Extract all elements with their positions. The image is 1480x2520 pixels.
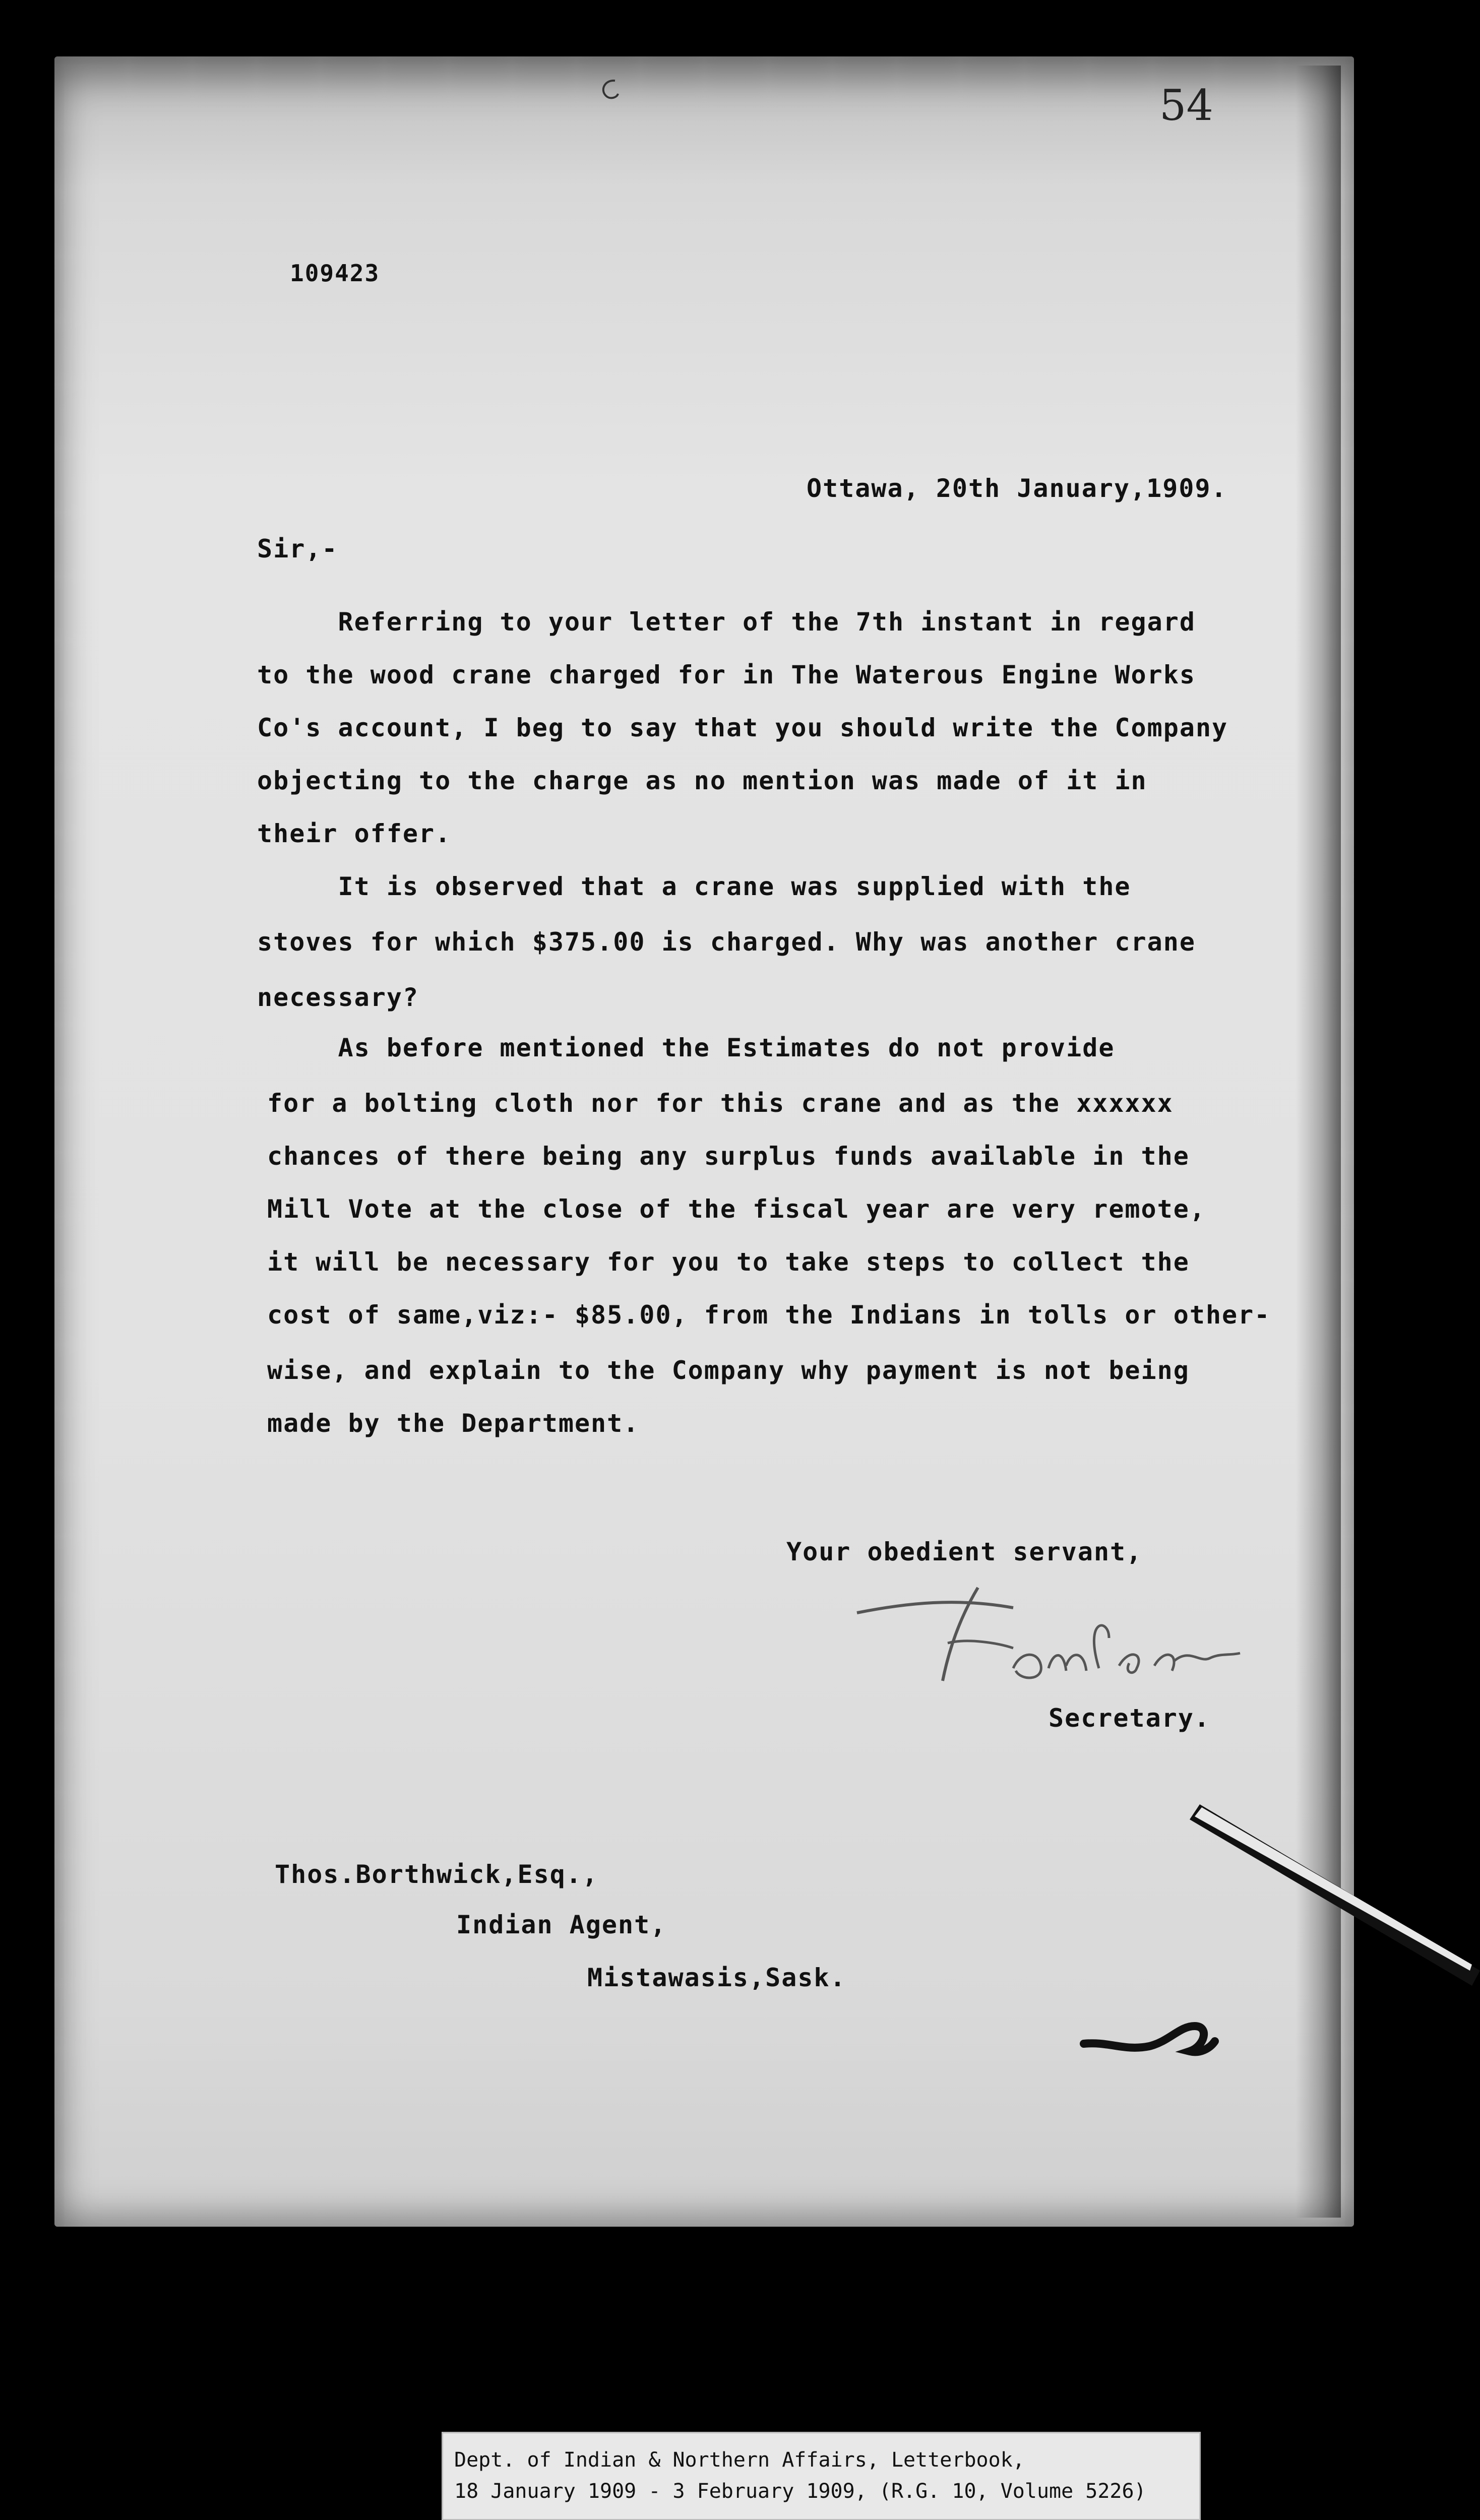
body-line: Mill Vote at the close of the fiscal year are very remote, xyxy=(267,1194,1206,1224)
body-line: it will be necessary for you to take steps to collect the xyxy=(267,1247,1190,1277)
file-number: 109423 xyxy=(290,260,380,287)
recipient-position: Indian Agent, xyxy=(456,1910,667,1939)
body-line: objecting to the charge as no mention was made of it in xyxy=(257,766,1147,795)
body-line: As before mentioned the Estimates do not provide xyxy=(257,1033,1115,1062)
body-line: wise, and explain to the Company why payment is not being xyxy=(267,1356,1190,1385)
archive-label-line-2: 18 January 1909 - 3 February 1909, (R.G. 10, Volume 5226) xyxy=(454,2480,1146,2503)
body-line: their offer. xyxy=(257,819,452,848)
body-line: chances of there being any surplus funds available in the xyxy=(267,1142,1190,1171)
archive-label-line-1: Dept. of Indian & Northern Affairs, Letterbook, xyxy=(454,2448,1025,2472)
pencil-mark xyxy=(595,76,625,106)
letter-date: Ottawa, 20th January,1909. xyxy=(807,474,1227,503)
body-line: Co's account, I beg to say that you should write the Company xyxy=(257,713,1228,742)
body-line: for a bolting cloth nor for this crane and as the xxxxxx xyxy=(267,1089,1174,1118)
recipient-name: Thos.Borthwick,Esq., xyxy=(275,1860,599,1889)
handwritten-signature xyxy=(847,1567,1250,1688)
body-line: It is observed that a crane was supplied with the xyxy=(257,872,1131,901)
pen-pointer xyxy=(1190,1804,1480,2006)
salutation: Sir,- xyxy=(257,534,338,563)
body-line: made by the Department. xyxy=(267,1409,640,1438)
body-line: to the wood crane charged for in The Waterous Engine Works xyxy=(257,660,1196,689)
body-line: necessary? xyxy=(257,983,419,1012)
body-line: stoves for which $375.00 is charged. Why was another crane xyxy=(257,927,1196,957)
body-line: Referring to your letter of the 7th instant in regard xyxy=(257,607,1196,637)
archive-reference-label xyxy=(442,2432,1201,2520)
recipient-location: Mistawasis,Sask. xyxy=(587,1963,846,1992)
body-line: cost of same,viz:- $85.00, from the Indians in tolls or other- xyxy=(267,1300,1271,1330)
closing-line: Your obedient servant, xyxy=(786,1537,1143,1566)
signatory-title: Secretary. xyxy=(1049,1704,1211,1733)
ink-squiggle xyxy=(1079,2011,1220,2071)
page-number: 54 xyxy=(1159,81,1213,130)
